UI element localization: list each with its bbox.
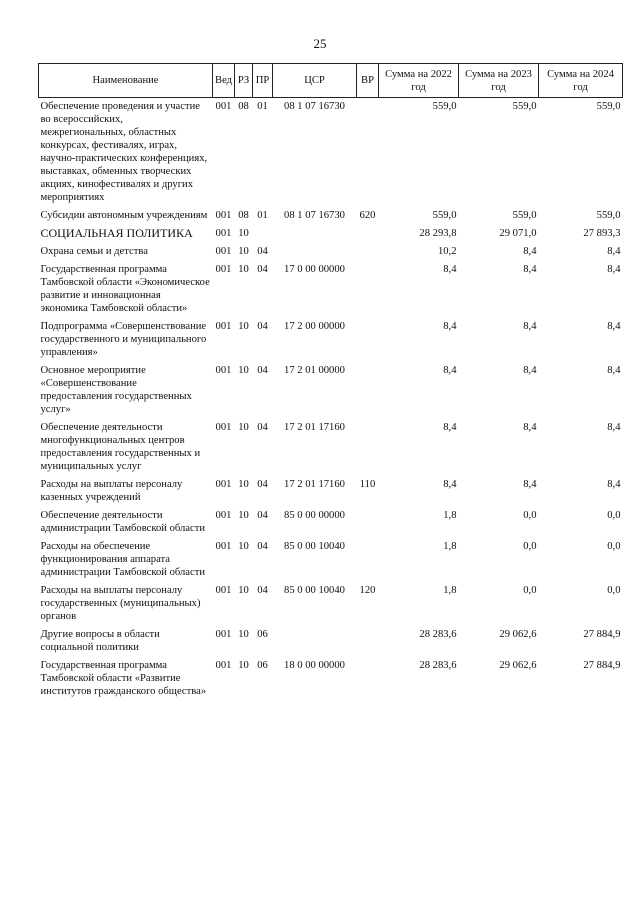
row-ved: 001	[215, 101, 232, 112]
row-name: Расходы на обеспечение функционирования аппарата администрации Тамбовской области	[40, 541, 205, 578]
row-csr: 18 0 00 00000	[284, 660, 345, 671]
row-sum-2024: 559,0	[596, 101, 621, 112]
header-rz: РЗ	[235, 64, 253, 98]
table-row	[39, 98, 623, 208]
header-name: Наименование	[39, 64, 213, 98]
row-pr: 04	[257, 510, 268, 521]
row-name: Основное мероприятие «Совершенствование предоставления государственных услуг»	[40, 365, 192, 415]
header-vr: ВР	[357, 64, 379, 98]
row-sum-2023: 8,4	[523, 422, 537, 433]
row-vr: 120	[359, 585, 376, 596]
row-rz: 10	[238, 321, 249, 332]
row-sum-2023: 8,4	[523, 479, 537, 490]
row-sum-2024: 559,0	[596, 210, 621, 221]
table-header-row	[39, 64, 623, 98]
row-pr: 04	[257, 365, 268, 376]
row-vr	[357, 362, 379, 419]
row-rz: 10	[238, 585, 249, 596]
row-sum-2022: 28 283,6	[419, 629, 457, 640]
row-name: Субсидии автономным учреждениям	[40, 210, 208, 221]
row-rz: 10	[238, 228, 249, 239]
row-name: СОЦИАЛЬНАЯ ПОЛИТИКА	[40, 226, 193, 240]
row-vr	[357, 98, 379, 208]
table-row	[39, 626, 623, 657]
row-rz: 10	[238, 365, 249, 376]
row-pr: 04	[257, 321, 268, 332]
row-pr: 06	[257, 629, 268, 640]
row-ved: 001	[215, 510, 232, 521]
table-row	[39, 261, 623, 318]
header-sum-2023: Сумма на 2023 год	[459, 64, 539, 98]
table-row	[39, 582, 623, 626]
table-row	[39, 476, 623, 507]
row-sum-2023: 29 062,6	[499, 629, 537, 640]
row-sum-2024: 8,4	[607, 264, 621, 275]
row-sum-2023: 29 062,6	[499, 660, 537, 671]
row-ved: 001	[215, 228, 232, 239]
row-sum-2024: 8,4	[607, 422, 621, 433]
row-rz: 10	[238, 264, 249, 275]
row-vr	[357, 538, 379, 582]
row-pr: 01	[257, 101, 268, 112]
table-row	[39, 207, 623, 225]
row-name: Государственная программа Тамбовской области «Развитие институтов гражданского общества»	[40, 660, 207, 697]
row-pr: 04	[257, 585, 268, 596]
row-sum-2023: 29 071,0	[499, 228, 537, 239]
row-name: Обеспечение проведения и участие во всероссийских, межрегиональных, областных конкурсах, фестивалях, играх, научно-практических конференциях, выставках, обменных творческих акциях, кинофестивалях и других мероприятиях	[40, 101, 208, 203]
row-sum-2022: 10,2	[437, 246, 457, 257]
row-sum-2024: 0,0	[607, 541, 621, 552]
row-sum-2024: 8,4	[607, 246, 621, 257]
table-row	[39, 225, 623, 243]
row-rz: 10	[238, 541, 249, 552]
row-sum-2022: 28 293,8	[419, 228, 457, 239]
row-vr	[357, 261, 379, 318]
row-ved: 001	[215, 365, 232, 376]
row-ved: 001	[215, 321, 232, 332]
row-ved: 001	[215, 246, 232, 257]
row-ved: 001	[215, 210, 232, 221]
row-sum-2022: 8,4	[443, 264, 457, 275]
row-sum-2023: 8,4	[523, 264, 537, 275]
row-sum-2024: 0,0	[607, 585, 621, 596]
row-ved: 001	[215, 629, 232, 640]
table-row	[39, 362, 623, 419]
row-rz: 10	[238, 510, 249, 521]
row-ved: 001	[215, 264, 232, 275]
row-csr: 17 2 01 17160	[284, 422, 345, 433]
row-rz: 10	[238, 629, 249, 640]
row-sum-2024: 8,4	[607, 321, 621, 332]
header-pr: ПР	[253, 64, 273, 98]
row-csr: 17 2 01 17160	[284, 479, 345, 490]
row-vr	[357, 243, 379, 261]
row-sum-2022: 8,4	[443, 479, 457, 490]
row-sum-2023: 8,4	[523, 321, 537, 332]
row-csr: 17 0 00 00000	[284, 264, 345, 275]
row-name: Обеспечение деятельности многофункциональных центров предоставления государственных и муниципальных услуг	[40, 422, 201, 472]
row-csr: 08 1 07 16730	[284, 210, 345, 221]
row-name: Государственная программа Тамбовской области «Экономическое развитие и инновационная экономика Тамбовской области»	[40, 264, 210, 314]
row-sum-2022: 1,8	[443, 585, 457, 596]
row-vr	[357, 419, 379, 476]
row-sum-2023: 0,0	[523, 510, 537, 521]
row-sum-2023: 0,0	[523, 541, 537, 552]
table-row	[39, 657, 623, 701]
row-ved: 001	[215, 479, 232, 490]
row-csr	[273, 225, 357, 243]
row-sum-2024: 8,4	[607, 365, 621, 376]
row-csr	[273, 243, 357, 261]
row-pr: 01	[257, 210, 268, 221]
row-name: Расходы на выплаты персоналу государственных (муниципальных) органов	[40, 585, 201, 622]
row-sum-2022: 8,4	[443, 365, 457, 376]
row-sum-2024: 27 893,3	[583, 228, 621, 239]
row-name: Обеспечение деятельности администрации Тамбовской области	[40, 510, 205, 534]
row-rz: 10	[238, 660, 249, 671]
row-pr: 06	[257, 660, 268, 671]
row-pr: 04	[257, 246, 268, 257]
row-name: Охрана семьи и детства	[40, 246, 148, 257]
row-csr: 08 1 07 16730	[284, 101, 345, 112]
header-ved: Вед	[213, 64, 235, 98]
page-number: 25	[313, 36, 327, 51]
budget-table	[38, 63, 623, 701]
row-csr: 85 0 00 10040	[284, 585, 345, 596]
row-sum-2023: 8,4	[523, 246, 537, 257]
row-sum-2023: 559,0	[512, 101, 537, 112]
row-name: Расходы на выплаты персоналу казенных учреждений	[40, 479, 183, 503]
row-sum-2022: 559,0	[432, 210, 457, 221]
row-vr	[357, 657, 379, 701]
row-sum-2022: 1,8	[443, 510, 457, 521]
row-ved: 001	[215, 660, 232, 671]
row-sum-2023: 559,0	[512, 210, 537, 221]
header-csr: ЦСР	[273, 64, 357, 98]
row-rz: 08	[238, 101, 249, 112]
row-vr	[357, 626, 379, 657]
header-sum-2022: Сумма на 2022 год	[379, 64, 459, 98]
row-ved: 001	[215, 585, 232, 596]
row-name: Подпрограмма «Совершенствование государственного и муниципального управления»	[40, 321, 207, 358]
row-sum-2023: 0,0	[523, 585, 537, 596]
row-ved: 001	[215, 422, 232, 433]
row-sum-2022: 8,4	[443, 422, 457, 433]
row-vr	[357, 225, 379, 243]
row-pr: 04	[257, 479, 268, 490]
row-csr: 85 0 00 10040	[284, 541, 345, 552]
row-sum-2023: 8,4	[523, 365, 537, 376]
row-rz: 10	[238, 422, 249, 433]
table-row	[39, 419, 623, 476]
row-csr: 17 2 01 00000	[284, 365, 345, 376]
row-csr: 17 2 00 00000	[284, 321, 345, 332]
table-row	[39, 507, 623, 538]
row-vr	[357, 507, 379, 538]
row-sum-2024: 8,4	[607, 479, 621, 490]
table-row	[39, 318, 623, 362]
row-csr	[273, 626, 357, 657]
row-sum-2022: 1,8	[443, 541, 457, 552]
header-sum-2024: Сумма на 2024 год	[539, 64, 623, 98]
row-pr: 04	[257, 264, 268, 275]
row-sum-2024: 0,0	[607, 510, 621, 521]
row-vr	[357, 318, 379, 362]
row-sum-2022: 28 283,6	[419, 660, 457, 671]
row-ved: 001	[215, 541, 232, 552]
table-row	[39, 243, 623, 261]
row-sum-2022: 559,0	[432, 101, 457, 112]
row-pr	[253, 225, 273, 243]
row-rz: 08	[238, 210, 249, 221]
table-row	[39, 538, 623, 582]
row-pr: 04	[257, 541, 268, 552]
row-csr: 85 0 00 00000	[284, 510, 345, 521]
row-pr: 04	[257, 422, 268, 433]
row-rz: 10	[238, 246, 249, 257]
row-sum-2022: 8,4	[443, 321, 457, 332]
row-sum-2024: 27 884,9	[583, 660, 621, 671]
row-sum-2024: 27 884,9	[583, 629, 621, 640]
row-vr: 110	[359, 479, 376, 490]
row-rz: 10	[238, 479, 249, 490]
row-vr: 620	[359, 210, 376, 221]
row-name: Другие вопросы в области социальной политики	[40, 629, 160, 653]
